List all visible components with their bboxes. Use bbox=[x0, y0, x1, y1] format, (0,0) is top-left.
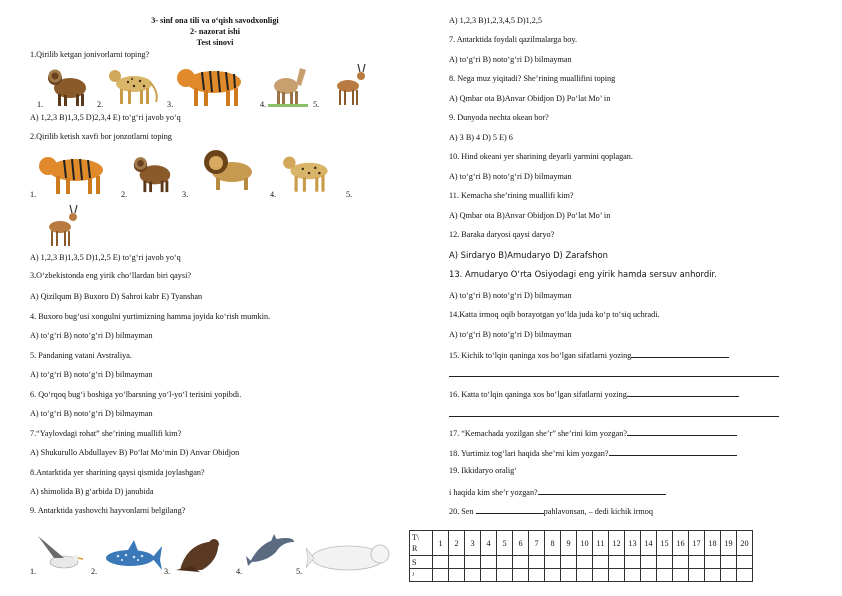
answer-cell-j-19[interactable] bbox=[721, 569, 737, 582]
answer-cell-s-12[interactable] bbox=[609, 556, 625, 569]
answer-cell-j-11[interactable] bbox=[593, 569, 609, 582]
answer-column-10: 10 bbox=[577, 531, 593, 556]
q7-options: A) Shukurullo Abdullayev B) Po‘lat Mo‘min D) Anvar Obidjon bbox=[30, 448, 240, 457]
test-kind: Test sinovi bbox=[196, 38, 234, 47]
q1-label-4: 4. bbox=[260, 100, 267, 109]
r-line-22 bbox=[449, 486, 666, 497]
q1-label-2: 2. bbox=[97, 100, 104, 109]
r-line-9: 11. Kemacha she’rining muallifi kim? bbox=[449, 191, 574, 200]
answer-cell-s-8[interactable] bbox=[545, 556, 561, 569]
answer-column-20: 20 bbox=[737, 531, 753, 556]
r-line-13: 13. Amudaryo O‘rta Osiyodagi eng yirik hamda sersuv anhordir. bbox=[449, 269, 717, 279]
r-line-12: A) Sirdaryo B)Amudaryo D) Zarafshon bbox=[449, 250, 608, 260]
r-line-18 bbox=[449, 388, 739, 399]
question-2: 2.Qirilib ketish xavfi bor jonzotlarni toping bbox=[30, 132, 172, 141]
ram-icon bbox=[44, 60, 92, 108]
answer-table-j-row bbox=[410, 569, 753, 582]
q2-label-3: 3. bbox=[182, 190, 189, 199]
question-5: 5. Pandaning vatani Avstraliya. bbox=[30, 351, 132, 360]
answer-cell-j-14[interactable] bbox=[641, 569, 657, 582]
answer-cell-s-3[interactable] bbox=[465, 556, 481, 569]
r-line-1: 7. Antarktida foydali qazilmalarga boy. bbox=[449, 35, 578, 44]
q15-answer-line[interactable] bbox=[631, 349, 729, 358]
r-line-5: 9. Dunyoda nechta okean bor? bbox=[449, 113, 549, 122]
answer-cell-j-2[interactable] bbox=[449, 569, 465, 582]
answer-cell-j-12[interactable] bbox=[609, 569, 625, 582]
beluga-icon bbox=[306, 538, 394, 576]
answer-cell-s-20[interactable] bbox=[737, 556, 753, 569]
answer-column-17: 17 bbox=[689, 531, 705, 556]
r-line-21: 19. Ikkidaryo oralig‘ bbox=[449, 466, 517, 475]
r-line-2: A) to‘g‘ri B) noto‘g‘ri D) bilmayman bbox=[449, 55, 572, 64]
r-line-23 bbox=[449, 505, 653, 516]
answer-cell-j-3[interactable] bbox=[465, 569, 481, 582]
answer-cell-j-9[interactable] bbox=[561, 569, 577, 582]
tiger-icon bbox=[36, 148, 116, 196]
q16-answer-line-2[interactable] bbox=[449, 416, 779, 417]
answer-cell-s-10[interactable] bbox=[577, 556, 593, 569]
cheetah-icon bbox=[104, 62, 162, 106]
question-4: 4. Buxoro bug‘usi xongulni yurtimizning hamma joyida ko‘rish mumkin. bbox=[30, 312, 271, 321]
row-label-r: R bbox=[412, 544, 418, 553]
dolphin-icon bbox=[246, 532, 296, 568]
question-8: 8.Antarktida yer sharining qaysi qismida joylashgan? bbox=[30, 468, 205, 477]
answer-cell-s-6[interactable] bbox=[513, 556, 529, 569]
answer-cell-j-13[interactable] bbox=[625, 569, 641, 582]
answer-cell-s-7[interactable] bbox=[529, 556, 545, 569]
q18-text: 18. Yurtimiz tog‘lari haqida she’rni kim yozgan? bbox=[449, 449, 609, 458]
answer-cell-s-18[interactable] bbox=[705, 556, 721, 569]
question-3: 3.O‘zbekistonda eng yirik cho‘llardan biri qaysi? bbox=[30, 271, 191, 280]
whale-shark-icon bbox=[100, 538, 164, 572]
answer-cell-s-9[interactable] bbox=[561, 556, 577, 569]
r-line-17 bbox=[449, 349, 729, 360]
answer-column-19: 19 bbox=[721, 531, 737, 556]
q1-label-3: 3. bbox=[167, 100, 174, 109]
answer-cell-s-4[interactable] bbox=[481, 556, 497, 569]
answer-column-3: 3 bbox=[465, 531, 481, 556]
q2-options: A) 1,2,3 B)1,3,5 D)1,2,5 E) to‘g‘ri javob yo‘q bbox=[30, 253, 181, 262]
question-6: 6. Qo‘rqoq bug‘i boshiga yo‘lbarsning yo‘l-yo‘l terisini yopibdi. bbox=[30, 390, 242, 399]
lion-icon bbox=[200, 144, 258, 192]
answer-column-2: 2 bbox=[449, 531, 465, 556]
answer-cell-j-8[interactable] bbox=[545, 569, 561, 582]
r-line-0: A) 1,2,3 B)1,2,3,4,5 D)1,2,5 bbox=[449, 16, 543, 25]
answer-column-14: 14 bbox=[641, 531, 657, 556]
q9-label-2: 2. bbox=[91, 567, 98, 576]
r-line-3: 8. Nega muz yiqitadi? She’rining muallifini toping bbox=[449, 74, 616, 83]
q17-answer-line[interactable] bbox=[627, 427, 737, 436]
test-subtitle: 2- nazorat ishi bbox=[189, 27, 241, 36]
q1-label-1: 1. bbox=[37, 100, 44, 109]
answer-table bbox=[409, 530, 753, 582]
test-title: 3- sinf ona tili va o‘qish savodxonligi bbox=[151, 16, 279, 25]
r-line-20 bbox=[449, 447, 737, 458]
r-line-19 bbox=[449, 427, 737, 438]
answer-cell-s-13[interactable] bbox=[625, 556, 641, 569]
r-line-7: 10. Hind okeani yer sharining deyarli yarmini qoplagan. bbox=[449, 152, 633, 161]
answer-column-1: 1 bbox=[433, 531, 449, 556]
answer-cell-j-18[interactable] bbox=[705, 569, 721, 582]
r-line-8: A) to‘g‘ri B) noto‘g‘ri D) bilmayman bbox=[449, 172, 572, 181]
question-9: 9. Antarktida yashovchi hayvonlarni belgilang? bbox=[30, 506, 186, 515]
q6-options: A) to‘g‘ri B) noto‘g‘ri D) bilmayman bbox=[30, 409, 153, 418]
q1-label-5: 5. bbox=[313, 100, 320, 109]
r-line-4: A) Qmbar ota B)Anvar Obidjon D) Po‘lat Mo’ in bbox=[449, 94, 611, 103]
answer-cell-j-1[interactable] bbox=[433, 569, 449, 582]
answer-cell-s-1[interactable] bbox=[433, 556, 449, 569]
q19-answer-line[interactable] bbox=[538, 486, 666, 495]
seagull-icon bbox=[34, 534, 84, 574]
answer-cell-s-5[interactable] bbox=[497, 556, 513, 569]
antelope-icon bbox=[330, 64, 370, 106]
answer-column-8: 8 bbox=[545, 531, 561, 556]
r-line-11: 12. Baraka daryosi qaysi daryo? bbox=[449, 230, 555, 239]
sea-lion-icon bbox=[172, 536, 228, 574]
q9-label-4: 4. bbox=[236, 567, 243, 576]
q20-text-b: pahlavonsan, – dedi kichik irmoq bbox=[543, 507, 653, 516]
q2-label-2: 2. bbox=[121, 190, 128, 199]
answer-cell-j-4[interactable] bbox=[481, 569, 497, 582]
tiger-icon bbox=[174, 60, 254, 108]
q15-answer-line-2[interactable] bbox=[449, 376, 779, 377]
answer-cell-j-7[interactable] bbox=[529, 569, 545, 582]
answer-cell-j-6[interactable] bbox=[513, 569, 529, 582]
horse-icon bbox=[268, 60, 308, 108]
q8-options: A) shimolida B) g‘arbida D) janubida bbox=[30, 487, 154, 496]
question-1: 1.Qirilib ketgan jonivorlarni toping? bbox=[30, 50, 150, 59]
r-line-14: A) to‘g‘ri B) noto‘g‘ri D) bilmayman bbox=[449, 291, 572, 300]
answer-column-9: 9 bbox=[561, 531, 577, 556]
q15-text: 15. Kichik to‘lqin qaninga xos bo‘lgan sifatlarni yozing bbox=[449, 351, 632, 360]
q19-text: i haqida kim she’r yozgan? bbox=[449, 488, 538, 497]
q5-options: A) to‘g‘ri B) noto‘g‘ri D) bilmayman bbox=[30, 370, 153, 379]
q16-text: 16. Katta to‘lqin qaninga xos bo‘lgan sifatlarni yozing bbox=[449, 390, 627, 399]
answer-table-header-row bbox=[410, 531, 753, 556]
row-label-t: T\ bbox=[412, 533, 420, 542]
q2-label-4: 4. bbox=[270, 190, 277, 199]
answer-column-11: 11 bbox=[593, 531, 609, 556]
answer-cell-j-15[interactable] bbox=[657, 569, 673, 582]
antelope-icon bbox=[42, 204, 82, 248]
answer-cell-s-14[interactable] bbox=[641, 556, 657, 569]
answer-column-4: 4 bbox=[481, 531, 497, 556]
q3-options: A) Qizilqum B) Buxoro D) Sahroi kabr E) Tyanshan bbox=[30, 292, 203, 301]
answer-column-5: 5 bbox=[497, 531, 513, 556]
answer-column-7: 7 bbox=[529, 531, 545, 556]
q20-text-a: 20. Sen bbox=[449, 507, 476, 516]
q18-answer-line[interactable] bbox=[609, 447, 737, 456]
answer-column-18: 18 bbox=[705, 531, 721, 556]
answer-column-16: 16 bbox=[673, 531, 689, 556]
answer-table-s-row bbox=[410, 556, 753, 569]
question-7: 7.“Yaylovdagi rohat” she’rining muallifi kim? bbox=[30, 429, 182, 438]
r-line-10: A) Qmbar ota B)Anvar Obidjon D) Po‘lat Mo’ in bbox=[449, 211, 611, 220]
answer-cell-j-17[interactable] bbox=[689, 569, 705, 582]
cheetah-icon bbox=[278, 148, 338, 194]
answer-cell-s-11[interactable] bbox=[593, 556, 609, 569]
answer-cell-j-10[interactable] bbox=[577, 569, 593, 582]
q2-label-5: 5. bbox=[346, 190, 353, 199]
row-label-j: J bbox=[410, 569, 433, 582]
q9-label-1: 1. bbox=[30, 567, 37, 576]
answer-cell-s-17[interactable] bbox=[689, 556, 705, 569]
answer-column-6: 6 bbox=[513, 531, 529, 556]
q17-text: 17. “Kemachada yozilgan she’r” she’rini kim yozgan? bbox=[449, 429, 628, 438]
answer-column-12: 12 bbox=[609, 531, 625, 556]
answer-cell-s-16[interactable] bbox=[673, 556, 689, 569]
ram-icon bbox=[130, 148, 176, 194]
r-line-15: 14.Katta irmoq oqib borayotgan yo‘lda juda ko‘p to‘siq uchradi. bbox=[449, 310, 660, 319]
answer-cell-j-5[interactable] bbox=[497, 569, 513, 582]
row-label-tr bbox=[410, 531, 433, 556]
r-line-16: A) to‘g‘ri B) noto‘g‘ri D) bilmayman bbox=[449, 330, 572, 339]
q9-label-3: 3. bbox=[164, 567, 171, 576]
q1-options: A) 1,2,3 B)1,3,5 D)2,3,4 E) to‘g‘ri javob yo‘q bbox=[30, 113, 181, 122]
answer-cell-s-19[interactable] bbox=[721, 556, 737, 569]
answer-cell-s-15[interactable] bbox=[657, 556, 673, 569]
q9-label-5: 5. bbox=[296, 567, 303, 576]
answer-column-15: 15 bbox=[657, 531, 673, 556]
q4-options: A) to‘g‘ri B) noto‘g‘ri D) bilmayman bbox=[30, 331, 153, 340]
q2-label-1: 1. bbox=[30, 190, 37, 199]
q20-answer-line[interactable] bbox=[476, 505, 544, 514]
q16-answer-line[interactable] bbox=[627, 388, 739, 397]
answer-cell-j-20[interactable] bbox=[737, 569, 753, 582]
answer-cell-s-2[interactable] bbox=[449, 556, 465, 569]
answer-cell-j-16[interactable] bbox=[673, 569, 689, 582]
r-line-6: A) 3 B) 4 D) 5 E) 6 bbox=[449, 133, 513, 142]
row-label-s: S bbox=[410, 556, 433, 569]
answer-column-13: 13 bbox=[625, 531, 641, 556]
